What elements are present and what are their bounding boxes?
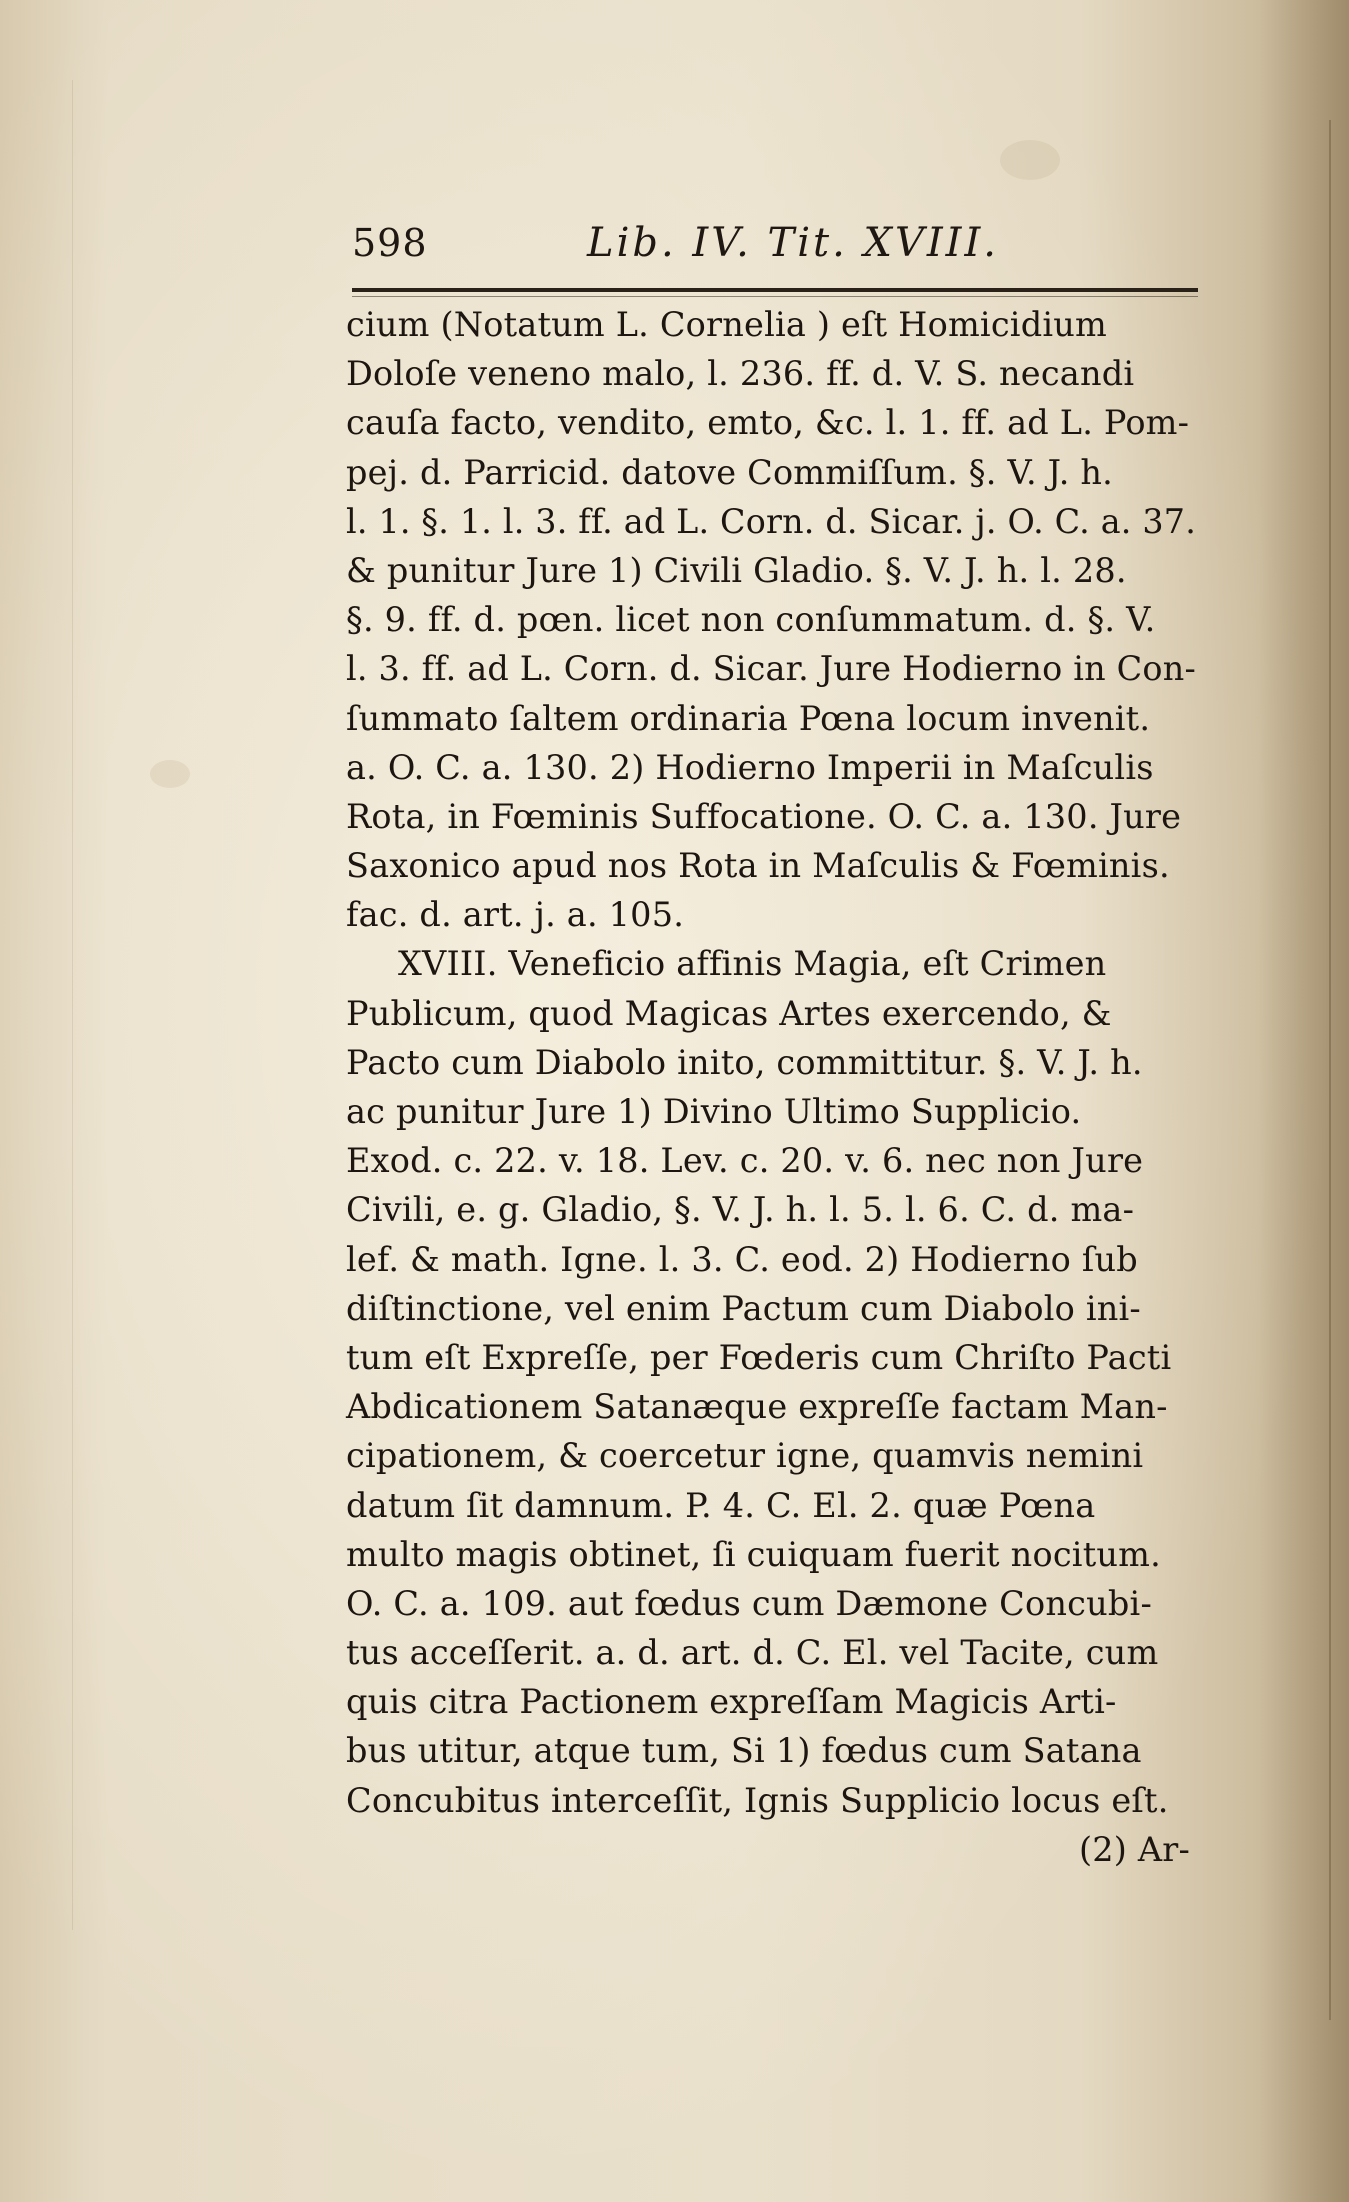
text-line: tus acceſſerit. a. d. art. d. C. El. vel Tacite, cum <box>346 1633 1159 1673</box>
text-line: a. O. C. a. 130. 2) Hodierno Imperii in Maſculis <box>346 747 1154 787</box>
paper-stain <box>1000 140 1060 180</box>
text-line: §. 9. ff. d. pœn. licet non conſummatum. d. §. V. <box>346 600 1156 640</box>
page-fold-line <box>72 80 73 1930</box>
gutter-shadow <box>1259 0 1349 2202</box>
text-line: & punitur Jure 1) Civili Gladio. §. V. J. h. l. 28. <box>346 550 1127 590</box>
running-head: Lib. IV. Tit. XVIII. <box>587 220 999 266</box>
text-line: Doloſe veneno malo, l. 236. ff. d. V. S. necandi <box>346 354 1135 394</box>
text-line: cauſa facto, vendito, emto, &c. l. 1. ff. ad L. Pom- <box>346 403 1190 443</box>
text-line: pej. d. Parricid. datove Commiſſum. §. V. J. h. <box>346 452 1114 492</box>
page-header <box>352 218 1198 278</box>
text-line: Abdicationem Satanæque expreſſe factam Man- <box>346 1387 1168 1427</box>
text-line: tum eſt Expreſſe, per Fœderis cum Chriſto Pacti <box>346 1337 1172 1377</box>
text-line: l. 1. §. 1. l. 3. ff. ad L. Corn. d. Sicar. j. O. C. a. 37. <box>346 501 1196 541</box>
text-line: datum ſit damnum. P. 4. C. El. 2. quæ Pœna <box>346 1485 1096 1525</box>
text-line: Publicum, quod Magicas Artes exercendo, & <box>346 993 1112 1033</box>
text-line: l. 3. ff. ad L. Corn. d. Sicar. Jure Hodierno in Con- <box>346 649 1196 689</box>
paper-stain <box>150 760 190 788</box>
paragraph-start-line: XVIII. Veneficio affinis Magia, eſt Crimen <box>398 944 1107 984</box>
header-rule <box>352 288 1198 292</box>
text-line: ſummato ſaltem ordinaria Pœna locum invenit. <box>346 698 1151 738</box>
page-edge <box>1329 120 1331 2020</box>
text-line: lef. & math. Igne. l. 3. C. eod. 2) Hodierno ſub <box>346 1239 1138 1279</box>
page-number: 598 <box>352 221 428 265</box>
text-line: Exod. c. 22. v. 18. Lev. c. 20. v. 6. nec non Jure <box>346 1141 1144 1181</box>
text-line: cipationem, & coercetur igne, quamvis nemini <box>346 1436 1144 1476</box>
text-line: Rota, in Fœminis Suffocatione. O. C. a. 130. Jure <box>346 796 1182 836</box>
text-line: fac. d. art. j. a. 105. <box>346 895 685 935</box>
text-line: bus utitur, atque tum, Si 1) fœdus cum Satana <box>346 1731 1142 1771</box>
body-text <box>346 300 1196 1874</box>
text-line: multo magis obtinet, ſi cuiquam fuerit nocitum. <box>346 1534 1161 1574</box>
header-rule-thin <box>352 296 1198 297</box>
text-line: quis citra Pactionem expreſſam Magicis Arti- <box>346 1682 1117 1722</box>
text-line: Pacto cum Diabolo inito, committitur. §. V. J. h. <box>346 1042 1143 1082</box>
text-line: diſtinctione, vel enim Pactum cum Diabolo ini- <box>346 1288 1141 1328</box>
text-line: Saxonico apud nos Rota in Maſculis & Fœminis. <box>346 846 1170 886</box>
text-line: cium (Notatum L. Cornelia ) eſt Homicidium <box>346 305 1108 344</box>
catchword: (2) Ar- <box>1078 1829 1190 1869</box>
text-line: Civili, e. g. Gladio, §. V. J. h. l. 5. l. 6. C. d. ma- <box>346 1190 1135 1230</box>
text-line: ac punitur Jure 1) Divino Ultimo Supplicio. <box>346 1092 1082 1131</box>
text-line: O. C. a. 109. aut fœdus cum Dæmone Concubi- <box>346 1583 1152 1623</box>
text-line: Concubitus interceſſit, Ignis Supplicio locus eſt. <box>346 1780 1169 1820</box>
